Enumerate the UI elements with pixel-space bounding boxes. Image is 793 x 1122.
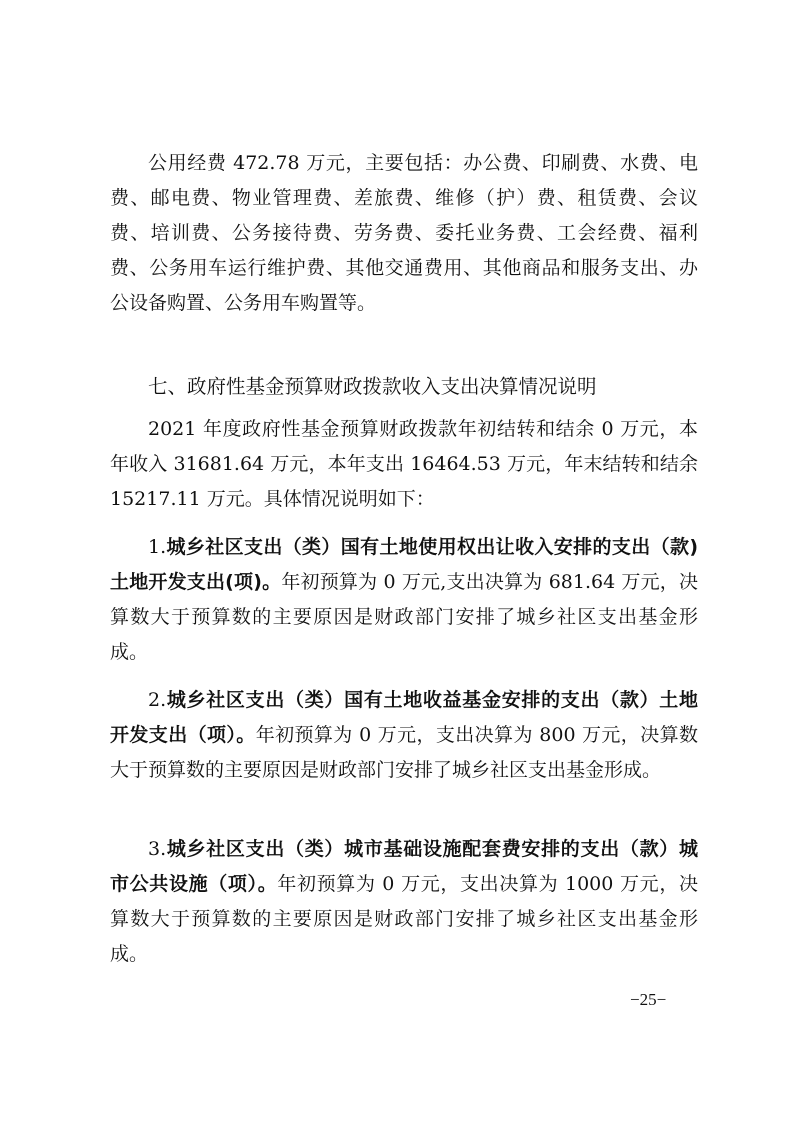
item-3-title: 城乡社区支出（类）城市基础设施配套费安排的支出（款）城市公共设施（项）。	[110, 838, 698, 895]
paragraph-summary: 2021 年度政府性基金预算财政拨款年初结转和结余 0 万元，本年收入 31681.64 万元，本年支出 16464.53 万元，年末结转和结余 15217.11 万元。具体情况说明如下：	[110, 418, 698, 510]
item-3-paragraph	[110, 832, 698, 972]
item-2-body: 年初预算为 0 万元，支出决算为 800 万元，决算数大于预算数的主要原因是财政部门安排了城乡社区支出基金形成。	[110, 724, 698, 781]
item-1-paragraph	[110, 530, 698, 670]
item-2-title: 城乡社区支出（类）国有土地收益基金安排的支出（款）土地开发支出（项）。	[110, 689, 698, 746]
item-3-number: 3.	[148, 838, 167, 860]
item-1-number: 1.	[148, 536, 167, 558]
item-1-title: 城乡社区支出（类）国有土地使用权出让收入安排的支出（款)土地开发支出(项)。	[110, 536, 698, 593]
item-1-body: 年初预算为 0 万元,支出决算为 681.64 万元，决算数大于预算数的主要原因是财政部门安排了城乡社区支出基金形成。	[110, 571, 698, 663]
item-3-body: 年初预算为 0 万元，支出决算为 1000 万元，决算数大于预算数的主要原因是财政部门安排了城乡社区支出基金形成。	[110, 873, 698, 965]
paragraph-public-funds: 公用经费 472.78 万元，主要包括：办公费、印刷费、水费、电费、邮电费、物业管理费、差旅费、维修（护）费、租赁费、会议费、培训费、公务接待费、劳务费、委托业务费、工会经费、福利费、公务用车运行维护费、其他交通费用、其他商品和服务支出、办公设备购置、公务用车购置等。	[110, 152, 698, 314]
item-2-paragraph	[110, 683, 698, 788]
item-2-number: 2.	[148, 689, 167, 711]
section-heading: 七、政府性基金预算财政拨款收入支出决算情况说明	[148, 375, 597, 398]
page-number: −25−	[630, 990, 667, 1009]
